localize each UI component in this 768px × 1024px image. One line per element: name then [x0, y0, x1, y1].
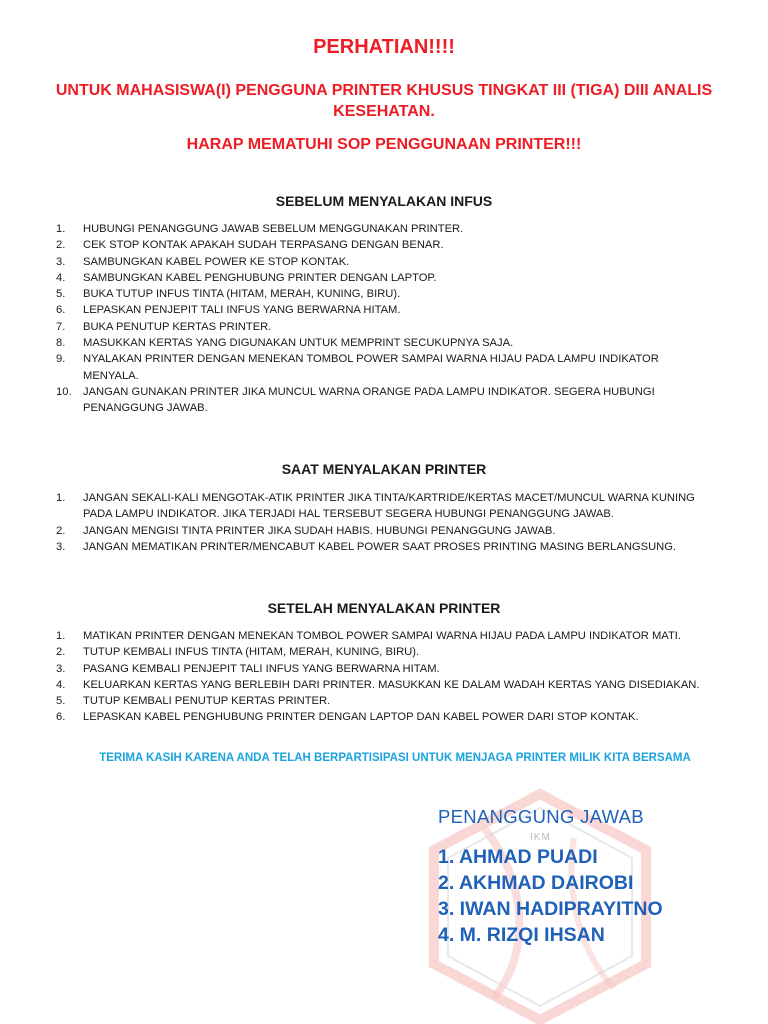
page-subtitle: UNTUK MAHASISWA(I) PENGGUNA PRINTER KHUSUS TINGKAT III (TIGA) DIII ANALIS KESEHATAN. [55, 82, 713, 120]
list-item-number: 3. [56, 540, 66, 553]
list-item-text: TUTUP KEMBALI PENUTUP KERTAS PRINTER. [83, 695, 331, 708]
responsible-name: 2. AKHMAD DAIROBI [438, 872, 634, 894]
list-item-number: 3. [56, 662, 66, 675]
notice-text: HARAP MEMATUHI SOP PENGGUNAAN PRINTER!!! [186, 136, 582, 153]
steps-list-after [56, 628, 716, 726]
list-item-number: 2. [56, 646, 66, 659]
list-item [56, 628, 716, 644]
list-item [56, 270, 716, 286]
list-item-number: 8. [56, 337, 66, 350]
list-item-text: KELUARKAN KERTAS YANG BERLEBIH DARI PRINTER. MASUKKAN KE DALAM WADAH KERTAS YANG DISEDIAKAN. [83, 678, 700, 691]
list-item-text: JANGAN MEMATIKAN PRINTER/MENCABUT KABEL POWER SAAT PROSES PRINTING MASING BERLANGSUNG. [83, 540, 677, 553]
list-item-text: MASUKKAN KERTAS YANG DIGUNAKAN UNTUK MEMPRINT SECUKUPNYA SAJA. [83, 337, 514, 350]
list-item-number: 4. [56, 678, 66, 691]
list-item [56, 335, 716, 351]
list-item-number: 7. [56, 320, 66, 333]
list-item [56, 286, 716, 302]
list-item-text: TUTUP KEMBALI INFUS TINTA (HITAM, MERAH, KUNING, BIRU). [83, 646, 420, 659]
list-item-text: HUBUNGI PENANGGUNG JAWAB SEBELUM MENGGUNAKAN PRINTER. [83, 223, 464, 235]
list-item [56, 693, 716, 709]
list-item-text: JANGAN SEKALI-KALI MENGOTAK-ATIK PRINTER JIKA TINTA/KARTRIDE/KERTAS MACET/MUNCUL WARNA KUNING PADA LAMPU INDIKATOR. JIKA TERJADI HAL TERSEBUT SEGERA HUBUNGI PENANGGUNG JAWAB. [83, 492, 695, 521]
thanks-message: TERIMA KASIH KARENA ANDA TELAH BERPARTISIPASI UNTUK MENJAGA PRINTER MILIK KITA BERSAMA [99, 752, 691, 764]
list-item [56, 490, 716, 523]
section-heading-before: SEBELUM MENYALAKAN INFUS [275, 193, 493, 209]
list-item [56, 319, 716, 335]
list-item-number: 5. [56, 288, 66, 301]
steps-list-during [56, 490, 716, 555]
list-item-number: 6. [56, 711, 66, 724]
list-item [56, 237, 716, 253]
section-heading-during: SAAT MENYALAKAN PRINTER [281, 461, 487, 477]
list-item-number: 4. [56, 271, 66, 284]
list-item-number: 5. [56, 695, 66, 708]
list-item [56, 254, 716, 270]
list-item [56, 523, 716, 539]
list-item [56, 539, 716, 555]
list-item [56, 661, 716, 677]
list-item-number: 1. [56, 223, 66, 235]
list-item-text: SAMBUNGKAN KABEL PENGHUBUNG PRINTER DENGAN LAPTOP. [83, 271, 437, 284]
responsible-name: 3. IWAN HADIPRAYITNO [438, 898, 663, 920]
list-item-number: 9. [56, 353, 66, 366]
list-item-text: PASANG KEMBALI PENJEPIT TALI INFUS YANG BERWARNA HITAM. [83, 662, 440, 675]
section-heading-after: SETELAH MENYALAKAN PRINTER [267, 600, 501, 616]
list-item-text: SAMBUNGKAN KABEL POWER KE STOP KONTAK. [83, 255, 350, 268]
list-item [56, 302, 716, 318]
list-item-text: LEPASKAN PENJEPIT TALI INFUS YANG BERWARNA HITAM. [83, 304, 401, 317]
watermark-label: IKM [530, 832, 551, 843]
list-item-number: 6. [56, 304, 66, 317]
list-item-number: 2. [56, 524, 66, 537]
list-item [56, 709, 716, 725]
list-item-text: BUKA PENUTUP KERTAS PRINTER. [83, 320, 272, 333]
list-item-text: CEK STOP KONTAK APAKAH SUDAH TERPASANG DENGAN BENAR. [83, 239, 444, 252]
page-title: PERHATIAN!!!! [313, 36, 455, 58]
list-item-number: 1. [56, 492, 66, 504]
list-item-number: 10. [56, 385, 72, 398]
list-item-text: MATIKAN PRINTER DENGAN MENEKAN TOMBOL POWER SAMPAI WARNA HIJAU PADA LAMPU INDIKATOR MATI. [83, 630, 681, 642]
responsible-title: PENANGGUNG JAWAB [438, 806, 644, 827]
list-item-text: LEPASKAN KABEL PENGHUBUNG PRINTER DENGAN LAPTOP DAN KABEL POWER DARI STOP KONTAK. [83, 711, 639, 724]
responsible-name: 1. AHMAD PUADI [438, 846, 598, 868]
steps-list-before [56, 221, 716, 417]
list-item-number: 1. [56, 630, 66, 642]
list-item [56, 644, 716, 660]
responsible-name: 4. M. RIZQI IHSAN [438, 924, 605, 946]
list-item-text: NYALAKAN PRINTER DENGAN MENEKAN TOMBOL POWER SAMPAI WARNA HIJAU PADA LAMPU INDIKATOR MENYALA. [83, 353, 659, 382]
list-item [56, 677, 716, 693]
list-item-text: BUKA TUTUP INFUS TINTA (HITAM, MERAH, KUNING, BIRU). [83, 288, 401, 301]
list-item [56, 384, 716, 417]
list-item-number: 3. [56, 255, 66, 268]
list-item-number: 2. [56, 239, 66, 252]
list-item-text: JANGAN MENGISI TINTA PRINTER JIKA SUDAH HABIS. HUBUNGI PENANGGUNG JAWAB. [83, 524, 556, 537]
list-item-text: JANGAN GUNAKAN PRINTER JIKA MUNCUL WARNA ORANGE PADA LAMPU INDIKATOR. SEGERA HUBUNGI PENANGGUNG JAWAB. [83, 385, 655, 415]
list-item [56, 351, 716, 384]
list-item [56, 221, 716, 237]
